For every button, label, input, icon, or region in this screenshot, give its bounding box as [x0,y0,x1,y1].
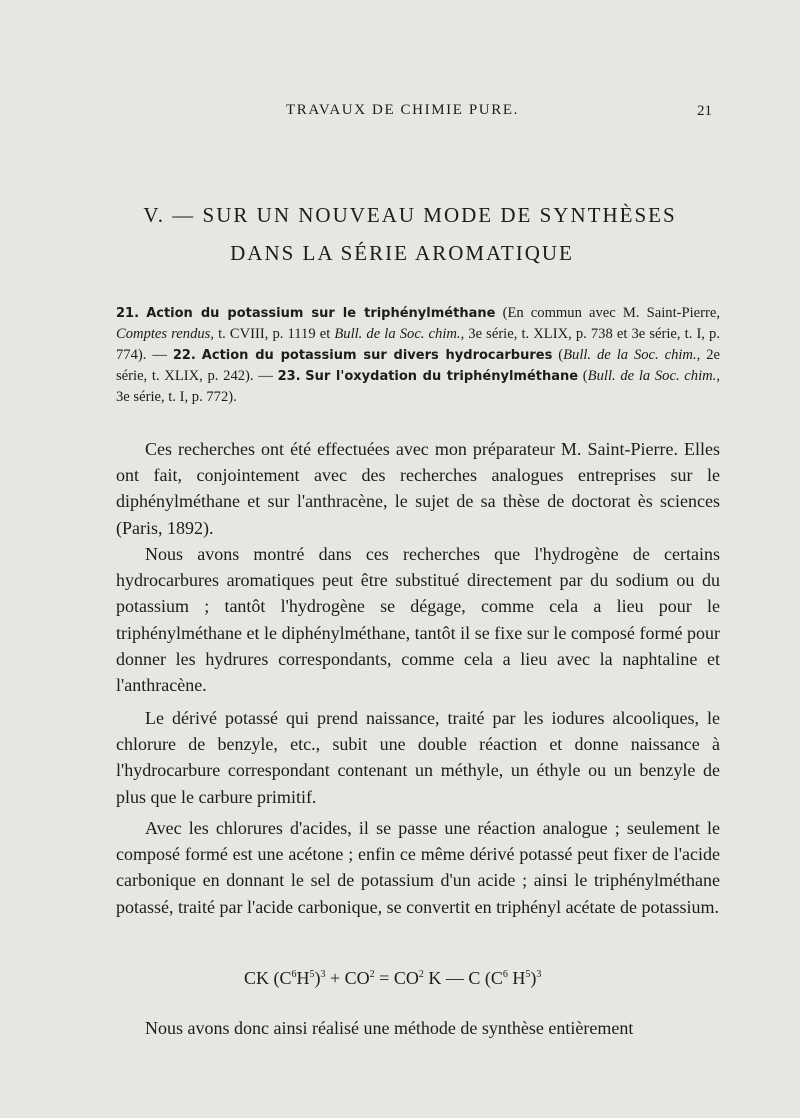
ref-21-text-a: (En commun avec M. Saint-Pierre, [502,305,720,321]
body-paragraph-5: Nous avons donc ainsi réalisé une méthode de synthèse entièrement [145,1018,634,1038]
ref-23-title: Sur l'oxydation du triphénylméthane [305,369,579,384]
ref-21-text-c: , 3e série, t. XLIX, p. 738 et 3e série, t. I, p. 774). — [116,326,720,363]
ref-22-journal: Bull. de la Soc. chim. [563,347,697,363]
ref-21-journal-2: Bull. de la Soc. chim. [334,326,461,342]
eq-sup-5: 2 [418,969,424,980]
ref-22-number: 22. [172,348,196,363]
eq-text-7: H [507,968,526,988]
ref-21-number: 21. [116,306,140,321]
running-head: TRAVAUX DE CHIMIE PURE. [286,102,519,118]
section-title-line-2: DANS LA SÉRIE AROMATIQUE [230,241,574,265]
eq-sup-1: 6 [291,969,297,980]
eq-text-3: ) [314,968,321,988]
section-title-line-1: V. — SUR UN NOUVEAU MODE DE SYNTHÈSES [143,203,677,227]
bibliographic-references [116,303,720,408]
ref-21-text-b: , t. CVIII, p. 1119 et [210,326,335,342]
ref-22-open: ( [552,347,564,363]
eq-text-5: = CO [374,968,419,988]
ref-23-journal: Bull. de la Soc. chim. [587,368,717,384]
body-paragraph-4: Avec les chlorures d'acides, il se passe une réaction analogue ; seulement le composé formé est une acétone ; enfin ce même dérivé potassé peut fixer de l'acide carbonique en donnant le sel de potassium d'un acide ; ainsi le triphénylméthane potassé, traité par l'acide carbonique, se convertit en triphényl acétate de potassium. [116,818,720,917]
eq-text-4: + CO [325,968,370,988]
eq-sup-4: 2 [369,969,375,980]
chemical-equation [244,968,541,989]
ref-23-open: ( [578,368,588,384]
eq-sup-2: 5 [309,969,315,980]
ref-21-title: Action du potassium sur le triphénylméthane [146,306,496,321]
eq-text-8: ) [530,968,537,988]
ref-22-title: Action du potassium sur divers hydrocarbures [201,348,553,363]
ref-23-number: 23. [277,369,301,384]
ref-22-text: , 2e série, t. XLIX, p. 242). — [116,347,720,384]
ref-21-journal-1: Comptes rendus [116,326,211,342]
eq-text-2: H [296,968,310,988]
eq-sup-6: 6 [502,969,508,980]
eq-sup-8: 3 [536,969,542,980]
eq-sup-7: 5 [525,969,531,980]
body-paragraph-3: Le dérivé potassé qui prend naissance, traité par les iodures alcooliques, le chlorure de benzyle, etc., subit une double réaction et donne naissance à l'hydrocarbure correspondant contenant un méthyle, un éthyle ou un benzyle de plus que le carbure primitif. [116,708,720,807]
eq-text-6: K — C (C [423,968,503,988]
eq-text-1: CK (C [244,968,292,988]
eq-sup-3: 3 [320,969,326,980]
body-paragraph-2: Nous avons montré dans ces recherches que l'hydrogène de certains hydrocarbures aromatiques peut être substitué directement par du sodium ou du potassium ; tantôt l'hydrogène se dégage, comme cela a lieu pour le triphénylméthane et le diphénylméthane, tantôt il se fixe sur le composé formé pour donner les hydrures correspondants, comme cela a lieu avec la naphtaline et l'anthracène. [116,544,720,696]
body-paragraph-1: Ces recherches ont été effectuées avec mon préparateur M. Saint-Pierre. Elles ont fait, conjointement avec des recherches analogues entreprises sur le diphénylméthane et sur l'anthracène, le sujet de sa thèse de doctorat ès sciences (Paris, 1892). [116,439,720,538]
ref-23-text: , 3e série, t. I, p. 772). [116,368,720,405]
page-number: 21 [697,103,712,119]
